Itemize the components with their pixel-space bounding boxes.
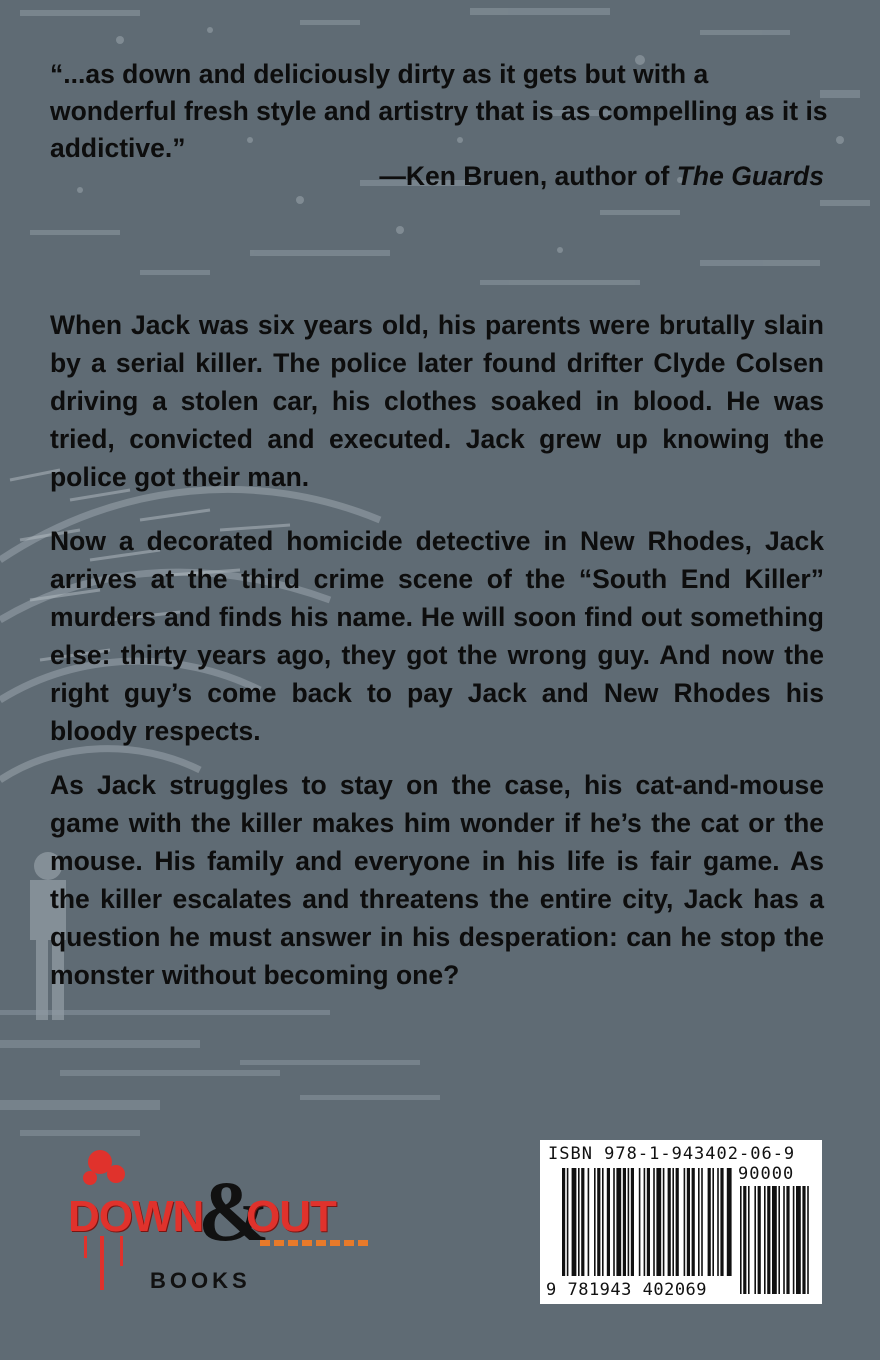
isbn-number: ISBN 978-1-943402-06-9 [548,1144,796,1164]
logo-out-text: OUT [246,1192,336,1241]
logo-ampersand: & [198,1163,270,1259]
attribution-book-title: The Guards [676,161,824,191]
ean-digits: 9 781943 402069 [546,1280,708,1300]
logo-books-text: BOOKS [150,1268,251,1293]
publisher-logo [60,1140,380,1300]
attribution-author: —Ken Bruen, author of [379,161,677,191]
logo-down-text: DOWN [68,1192,204,1241]
review-quote: “...as down and deliciously dirty as it gets but with a wonderful fresh style and artistry that is as compelling as it is addictive.” [50,59,828,163]
blurb-paragraph-2: Now a decorated homicide detective in New Rhodes, Jack arrives at the third crime scene of the “South End Killer” murders and finds his name. He will soon find out something else: thirty years ago, they got the wrong guy. And now the right guy’s come back to pay Jack and New Rhodes his bloody respects. [50,526,824,746]
price-addon-code: 90000 [738,1164,795,1184]
isbn-barcode [540,1140,822,1304]
blurb-paragraph-1: When Jack was six years old, his parents were brutally slain by a serial killer. The police later found drifter Clyde Colsen driving a stolen car, his clothes soaked in blood. He was tried, convicted and executed. Jack grew up knowing the police got their man. [50,310,824,492]
blurb-paragraph-3: As Jack struggles to stay on the case, his cat-and-mouse game with the killer makes him wonder if he’s the cat or the mouse. His family and everyone in his life is fair game. As the killer escalates and threatens the entire city, Jack has a question he must answer in his desperation: can he stop the monster without becoming one? [50,770,824,990]
quote-attribution [379,158,824,195]
